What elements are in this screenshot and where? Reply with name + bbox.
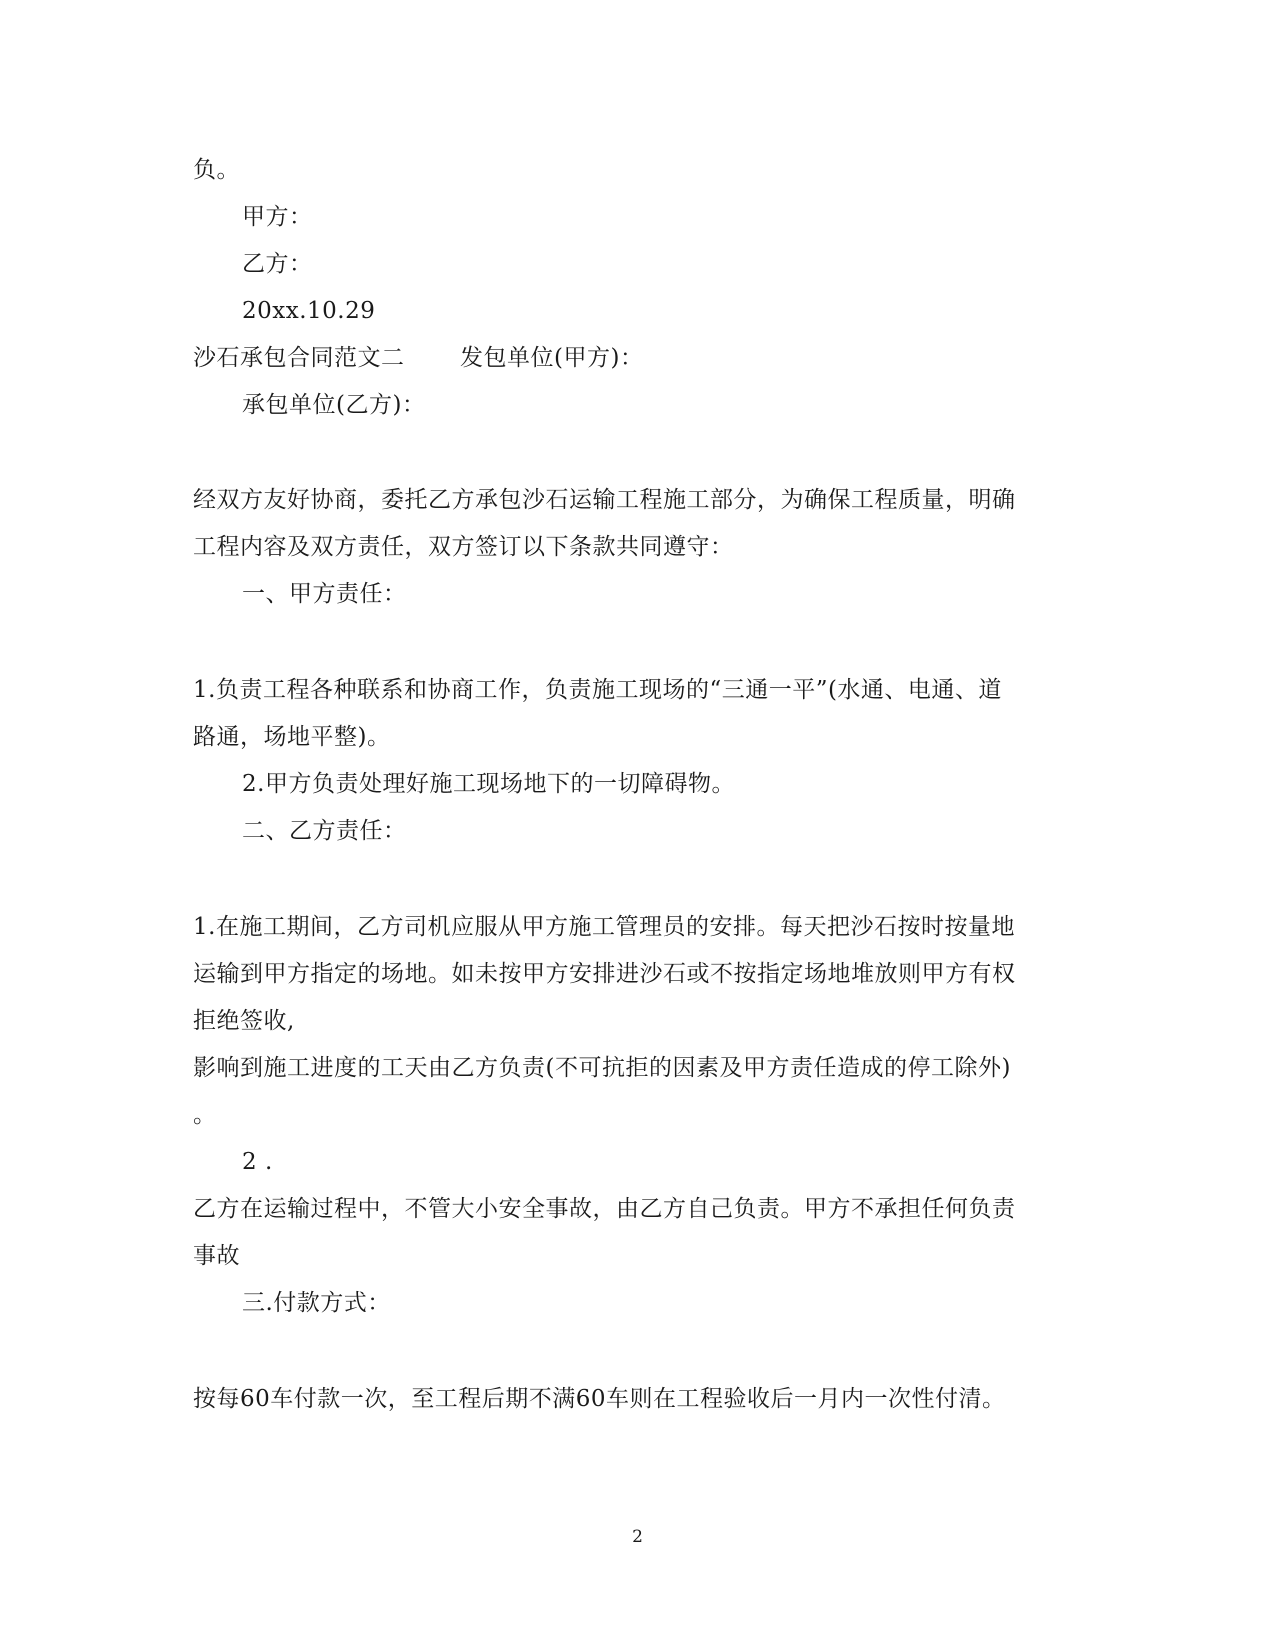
text-line: 负。 [193,157,240,183]
text-line: 运输到甲方指定的场地。如未按甲方安排进沙石或不按指定场地堆放则甲方有权 [193,961,1016,987]
clause-heading: 一、甲方责任： [242,581,407,607]
text-line: 2.甲方负责处理好施工现场地下的一切障碍物。 [242,771,735,797]
contracting-party-a: 发包单位(甲方)： [460,345,644,371]
text-line: 乙方在运输过程中，不管大小安全事故，由乙方自己负责。甲方不承担任何负责 [193,1196,1016,1222]
text-line: 工程内容及双方责任，双方签订以下条款共同遵守： [193,534,734,560]
text-line: 路通，场地平整)。 [193,724,391,750]
clause-heading: 三.付款方式： [242,1290,391,1316]
clause-heading: 二、乙方责任： [242,818,407,844]
text-line: 。 [193,1102,217,1128]
text-line: 经双方友好协商，委托乙方承包沙石运输工程施工部分，为确保工程质量，明确 [193,487,1016,513]
text-line: 影响到施工进度的工天由乙方负责(不可抗拒的因素及甲方责任造成的停工除外) [193,1055,1011,1081]
page-number: 2 [632,1527,643,1547]
text-line: 事故 [193,1243,240,1269]
text-line: 1.负责工程各种联系和协商工作，负责施工现场的“三通一平”(水通、电通、道 [193,677,1002,703]
text-line: 按每60车付款一次，至工程后期不满60车则在工程验收后一月内一次性付清。 [193,1386,1006,1412]
date-line: 20xx.10.29 [242,298,376,324]
section-title: 沙石承包合同范文二 [193,345,405,371]
text-line: 1.在施工期间，乙方司机应服从甲方施工管理员的安排。每天把沙石按时按量地 [193,914,1015,940]
text-line: 2 . [242,1149,273,1175]
contracting-party-b: 承包单位(乙方)： [242,392,426,418]
text-line: 拒绝签收, [193,1008,295,1034]
party-a-label: 甲方： [242,204,313,230]
party-b-label: 乙方： [242,251,313,277]
